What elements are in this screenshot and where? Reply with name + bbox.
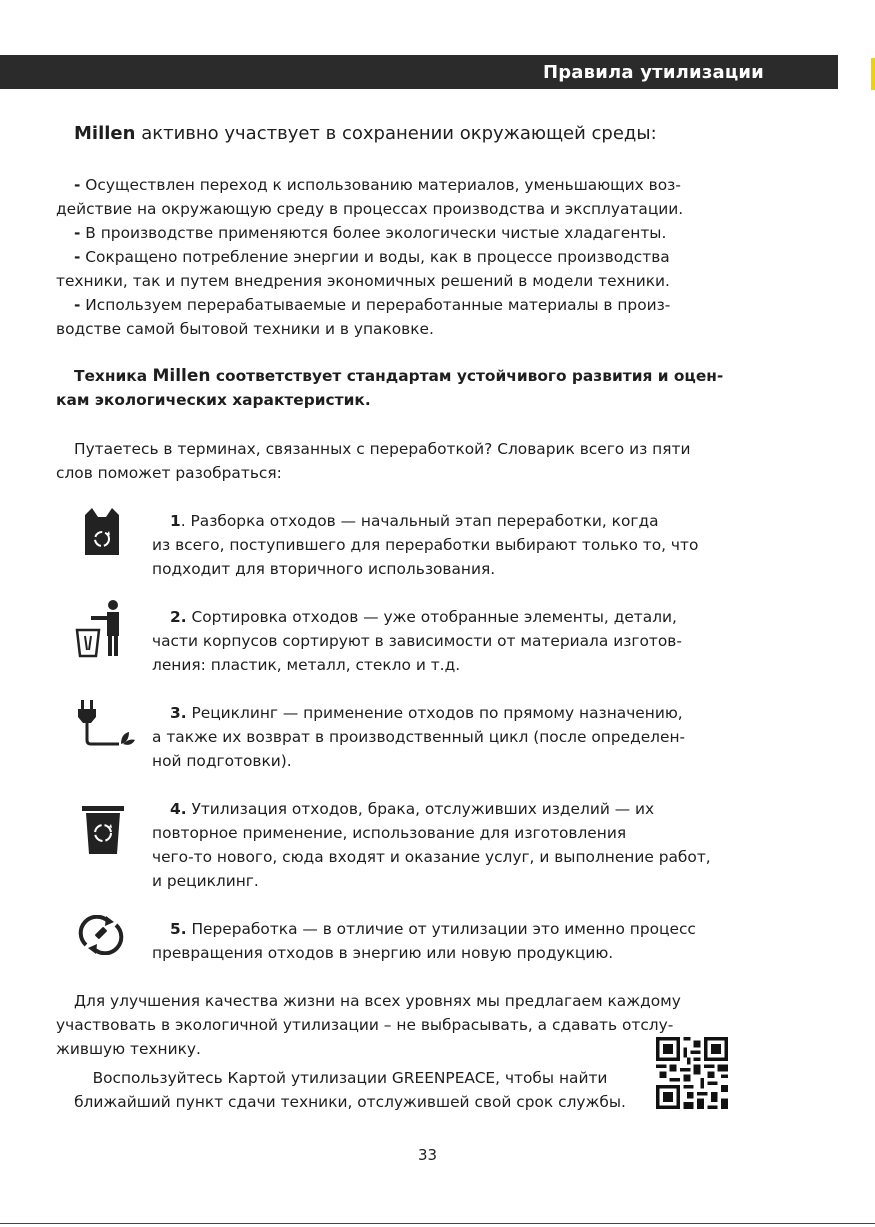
recycle-arrows-icon xyxy=(78,915,124,955)
page-number: 33 xyxy=(417,1146,438,1164)
bottom-rule xyxy=(0,1223,875,1224)
term-3: 3. Рециклинг — применение отходов по прямому назначению, а также их возврат в производственный цикл (после определен- ной подготовки). xyxy=(152,704,686,770)
standards-line-1: Техника Millen соответствует стандартам устойчивого развития и оцен- xyxy=(74,366,724,386)
plug-with-leaves-icon xyxy=(77,700,137,748)
qr-code-icon[interactable] xyxy=(656,1037,728,1109)
recycling-bag-icon xyxy=(83,507,121,557)
bullet-4-line-2: водстве самой бытовой техники и в упаковке. xyxy=(56,320,434,338)
standards-line-2: кам экологических характеристик. xyxy=(56,391,371,409)
closing-line-1: Для улучшения качества жизни на всех уровнях мы предлагаем каждому xyxy=(74,992,681,1010)
glossary-intro-line-2: слов поможет разобраться: xyxy=(56,464,282,482)
closing-line-2: участвовать в экологичной утилизации – не выбрасывать, а сдавать отслу- xyxy=(56,1016,674,1034)
intro-heading xyxy=(74,121,657,147)
glossary-intro xyxy=(56,437,726,485)
brand-name: Millen xyxy=(74,123,136,144)
page-section-title: Правила утилизации xyxy=(542,62,764,83)
bullet-3-line-1: - Сокращено потребление энергии и воды, как в процессе производства xyxy=(74,248,670,266)
bullet-list xyxy=(56,173,726,341)
bullet-3-line-2: техники, так и путем внедрения экономичных решений в модели техники. xyxy=(56,272,670,290)
glossary-intro-line-1: Путаетесь в терминах, связанных с переработкой? Словарик всего из пяти xyxy=(74,440,691,458)
closing-paragraph xyxy=(56,989,726,1061)
bullet-1-line-1: - Осуществлен переход к использованию материалов, уменьшающих воз- xyxy=(74,176,681,194)
bullet-4-line-1: - Используем перерабатываемые и переработанные материалы в произ- xyxy=(74,296,671,314)
intro-text: активно участвует в сохранении окружающей среды: xyxy=(141,123,657,144)
recycling-bin-icon xyxy=(82,804,124,856)
term-1: 1. Разборка отходов — начальный этап переработки, когда из всего, поступившего для переработки выбирают только то, что подходит для вторичного использования. xyxy=(152,512,699,578)
map-note-line-1: Воспользуйтесь Картой утилизации GREENPEACE, чтобы найти xyxy=(92,1069,608,1087)
bullet-2-line-1: - В производстве применяются более экологически чистые хладагенты. xyxy=(74,224,667,242)
bullet-1-line-2: действие на окружающую среду в процессах производства и эксплуатации. xyxy=(56,200,684,218)
greenpeace-map-note xyxy=(50,1066,650,1114)
term-2: 2. Сортировка отходов — уже отобранные элементы, детали, части корпусов сортируют в зависимости от материала изготов- ления: пластик, металл, стекло и т.д. xyxy=(152,608,682,674)
accent-mark xyxy=(871,58,875,90)
closing-line-3: жившую технику. xyxy=(56,1040,201,1058)
term-5: 5. Переработка — в отличие от утилизации это именно процесс превращения отходов в энергию или новую продукцию. xyxy=(152,920,696,962)
standards-paragraph xyxy=(56,364,726,412)
term-4: 4. Утилизация отходов, брака, отслуживших изделий — их повторное применение, использование для изготовления чего-то нового, сюда входят и оказание услуг, и выполнение работ, и рециклинг. xyxy=(152,800,711,890)
map-note-line-2: ближайший пункт сдачи техники, отслужившей свой срок службы. xyxy=(74,1093,626,1111)
person-disposing-trash-icon xyxy=(75,598,125,658)
